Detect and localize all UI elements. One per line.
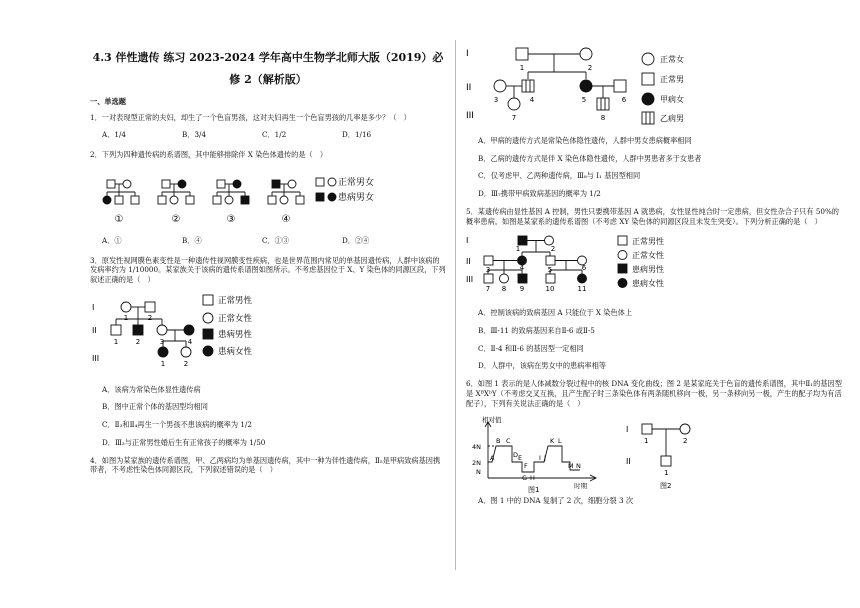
q5-ind-num: 8 xyxy=(501,285,507,294)
q2-label-1: ① xyxy=(114,213,124,225)
fig1-letter: E xyxy=(518,454,523,463)
question-5-stem: 5．某遗传病由显性基因 A 控制，男性只要携带基因 A 就患病，女性显性纯合时一定患病，但女性杂合子只有 50%的概率患病。如图是某家系的遗传系谱图（不考虑 XY 染色体的同源区段且未发生突变）。下列分析正确的是（ ） xyxy=(466,206,839,226)
q5-pedigree-figure xyxy=(466,234,846,308)
question-1-stem: 1．一对表现型正常的夫妇，却生了一个色盲男孩，这对夫妇再生一个色盲男孩的几率是多少？（ ） xyxy=(90,112,411,122)
q4-option-c: C．仅考虑甲、乙两种遗传病，Ⅲ₈与 I₁ 基因型相同 xyxy=(478,171,641,181)
q3-ind-num: 1 xyxy=(160,359,166,368)
q5-ind-num: 10 xyxy=(545,285,555,294)
q4-gen-I: I xyxy=(466,49,469,59)
q5-option-a: A．控制该病的致病基因 A 只能位于 X 染色体上 xyxy=(478,308,633,318)
q2-legend-normal: 正常男女 xyxy=(338,177,375,188)
q2-label-2: ② xyxy=(171,213,181,225)
option-d: D．1/16 xyxy=(342,130,372,140)
q2-label-3: ③ xyxy=(226,213,236,225)
q2-legend-affected: 患病男女 xyxy=(338,192,375,203)
q3-legend-affected-male: 患病男性 xyxy=(218,329,253,340)
q4-ind-num: 4 xyxy=(529,96,535,104)
q3-pedigree-figure xyxy=(90,293,446,385)
fig1-ytick-2n: 2N xyxy=(472,459,481,468)
q5-ind-num: 11 xyxy=(577,285,587,294)
q3-ind-num: 4 xyxy=(187,337,193,346)
document-title: 4.3 伴性遗传 练习 2023-2024 学年高中生物学北师大版（2019）必修 2（解析版） xyxy=(92,51,444,86)
q5-option-c: C．Ⅱ-4 和Ⅱ-6 的基因型一定相同 xyxy=(478,343,584,353)
fig1-letter: D xyxy=(513,451,519,460)
fig1-ytick-n: N xyxy=(476,468,481,477)
fig2-gen-I: I xyxy=(626,425,629,435)
q4-gen-III: III xyxy=(466,111,474,121)
q4-legend-disease-a-female: 甲病女 xyxy=(660,95,684,104)
q5-legend-normal-male: 正常男性 xyxy=(632,237,664,247)
fig2-caption: 图2 xyxy=(660,482,672,491)
fig1-ylabel: 相对值 xyxy=(482,416,502,425)
fig1-letter: I xyxy=(539,454,541,463)
q5-gen-I: I xyxy=(466,236,469,246)
q2-label-4: ④ xyxy=(281,213,291,225)
q4-legend-normal-female: 正常女 xyxy=(660,55,684,64)
q5-ind-num: 2 xyxy=(550,245,556,254)
q2-pedigree-figure xyxy=(90,168,446,236)
q3-legend-normal-female: 正常女性 xyxy=(218,313,253,324)
q4-option-b: B．乙病的遗传方式是伴 X 染色体隐性遗传，人群中男患者多于女患者 xyxy=(478,153,702,163)
fig2-gen-II: II xyxy=(626,457,631,467)
q5-ind-num: 4 xyxy=(519,264,525,273)
q4-gen-II: II xyxy=(466,83,472,93)
q5-option-d: D．人群中，该病在男女中的患病率相等 xyxy=(478,361,606,371)
left-column xyxy=(90,47,446,483)
q5-ind-num: 5 xyxy=(547,266,553,275)
q4-option-a: A．甲病的遗传方式是常染色体隐性遗传，人群中男女患病概率相同 xyxy=(478,136,692,145)
fig1-caption: 图1 xyxy=(528,486,540,495)
q5-ind-num: 6 xyxy=(581,264,587,273)
question-1-options xyxy=(102,130,446,140)
q3-gen-I: I xyxy=(92,302,95,312)
right-column xyxy=(466,46,846,514)
option-b: B．3/4 xyxy=(182,130,207,140)
q4-ind-num: 5 xyxy=(581,96,587,104)
option-a: A．① xyxy=(102,235,122,245)
q3-option-a: A．该病为常染色体显性遗传病 xyxy=(102,384,201,394)
q5-ind-num: 7 xyxy=(485,285,491,294)
fig1-letter: M xyxy=(568,462,574,471)
q3-option-c: C．Ⅱ₃和Ⅱ₄再生一个男孩不患该病的概率为 1/2 xyxy=(102,420,252,430)
q3-ind-num: 2 xyxy=(135,337,141,346)
q5-legend-affected-female: 患病女性 xyxy=(632,279,664,289)
q6-option-a: A．图 1 中的 DNA 复制了 2 次，细胞分裂 3 次 xyxy=(478,496,634,506)
q3-ind-num: 3 xyxy=(159,337,165,346)
fig1-letter: K xyxy=(550,437,555,446)
fig1-letter: G xyxy=(522,474,528,483)
fig2-num: 1 xyxy=(664,469,669,478)
option-c: C．1/2 xyxy=(262,130,287,140)
fig1-letter: A xyxy=(490,454,495,463)
fig1-letter: B xyxy=(496,437,501,446)
column-divider xyxy=(455,40,456,570)
q4-legend-normal-male: 正常男 xyxy=(660,75,684,84)
q5-gen-II: II xyxy=(466,257,471,267)
q3-option-d: D．Ⅲ₂与正常男性婚后生有正常孩子的概率为 1/50 xyxy=(102,437,266,447)
q4-ind-num: 1 xyxy=(519,64,525,72)
question-2-options xyxy=(102,236,446,246)
question-6-stem: 6．如图 1 表示的是人体减数分裂过程中的核 DNA 变化曲线；图 2 是某家庭关于色盲的遗传系谱图，其中Ⅱ₁的基因型是 XᴮXᵇY（不考虑交叉互换，且产生配子时三条染色体有两条随机移向一极，另一条移向另一极，产生的配子均为有活配子），下列有关说法正确的是（ ） xyxy=(466,379,842,408)
option-c: C．①③ xyxy=(262,235,290,245)
q4-ind-num: 7 xyxy=(511,114,517,122)
q5-legend-affected-male: 患病男性 xyxy=(632,265,664,275)
q3-legend-normal-male: 正常男性 xyxy=(218,295,253,306)
option-b: B．④ xyxy=(182,235,202,245)
fig1-letter: C xyxy=(506,437,511,446)
fig1-ytick-4n: 4N xyxy=(472,443,481,452)
q3-option-b: B．图中正常个体的基因型均相同 xyxy=(102,402,208,412)
q3-legend-affected-female: 患病女性 xyxy=(218,346,253,357)
q4-ind-num: 8 xyxy=(600,114,606,122)
q3-ind-num: 2 xyxy=(147,313,153,322)
q6-figures xyxy=(466,416,846,496)
fig1-letter: N xyxy=(576,462,581,471)
fig1-xlabel: 时期 xyxy=(574,482,587,491)
option-a: A．1/4 xyxy=(102,130,126,140)
q4-pedigree-figure xyxy=(466,46,846,136)
q5-legend-normal-female: 正常女性 xyxy=(632,251,664,261)
fig1-letter: J xyxy=(544,454,546,463)
q4-option-d: D．Ⅲ₇携带甲病致病基因的概率为 1/2 xyxy=(478,189,601,199)
q5-gen-III: III xyxy=(466,275,474,285)
q4-ind-num: 6 xyxy=(621,96,627,104)
fig1-letter: L xyxy=(558,437,562,446)
q3-gen-II: II xyxy=(92,325,97,335)
q5-ind-num: 1 xyxy=(515,245,521,254)
fig1-letter: H xyxy=(530,474,535,483)
q4-legend-disease-b-male: 乙病男 xyxy=(660,114,684,123)
question-4-stem: 4．如图为某家族的遗传系谱图，甲、乙两病均为单基因遗传病，其中一种为伴性遗传病，Ⅱ₅是甲病致病基因携带者，不考虑性染色体同源区段，下列叙述错误的是（ ） xyxy=(90,455,441,475)
question-3-stem: 3．原发性视网膜色素变性是一种遗传性视网膜变性疾病，也是世界范围内常见的单基因遗传病，人群中该病的发病率约为 1/10000。某家族关于该病的遗传系谱图如图所示。不考虑基因位于 X、Y 染色体的同源区段，下列叙述正确的是（ ） xyxy=(90,255,446,285)
q3-gen-III: III xyxy=(92,353,100,363)
q3-ind-num: 1 xyxy=(113,337,119,346)
option-d: D．②④ xyxy=(342,235,370,245)
q5-ind-num: 9 xyxy=(519,285,525,294)
q4-ind-num: 2 xyxy=(587,64,593,72)
fig1-letter: F xyxy=(524,462,528,471)
q3-ind-num: 2 xyxy=(183,359,189,368)
q4-ind-num: 3 xyxy=(493,96,499,104)
section-heading: 一、单选题 xyxy=(90,97,126,106)
q5-ind-num: 3 xyxy=(485,266,491,275)
fig2-num: 1 xyxy=(644,437,649,446)
q3-ind-num: 1 xyxy=(123,313,129,322)
question-2-stem: 2．下列为四种遗传病的系谱图，其中能够排除伴 X 染色体遗传的是（ ） xyxy=(90,150,328,160)
fig2-num: 2 xyxy=(683,437,688,446)
q5-option-b: B．Ⅲ-11 的致病基因来自Ⅱ-6 或Ⅱ-5 xyxy=(478,326,595,336)
